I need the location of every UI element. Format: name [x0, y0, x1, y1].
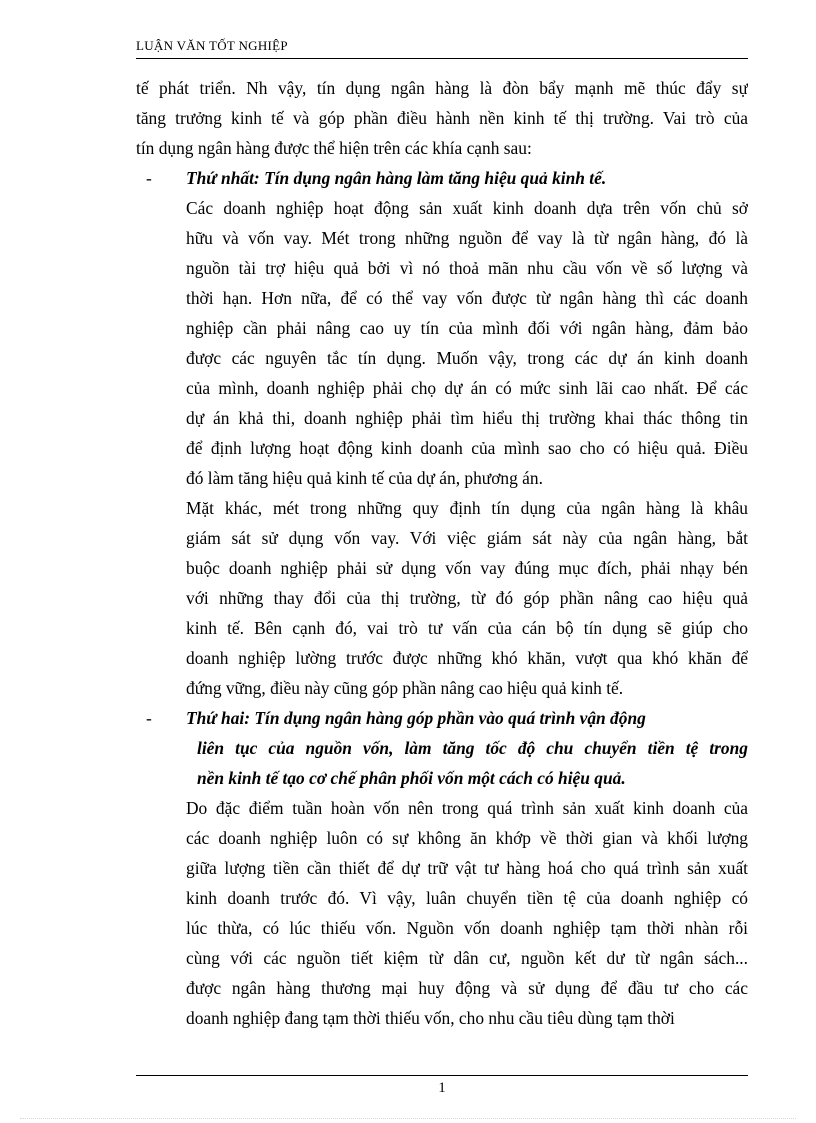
- paragraph-line: doanh nghiệp đang tạm thời thiếu vốn, cho nhu cầu tiêu dùng tạm thời: [186, 1008, 675, 1028]
- paragraph-line: hữu và vốn vay. Mét trong những nguồn để vay là từ ngân hàng, đó là: [186, 228, 748, 248]
- page-number: 1: [438, 1080, 446, 1096]
- paragraph-line: nghiệp cần phải nâng cao uy tín của mình đối với ngân hàng, đảm bảo: [186, 318, 748, 338]
- paragraph-line: nguồn tài trợ hiệu quả bởi vì nó thoả mãn nhu cầu vốn về số lượng và: [186, 258, 748, 278]
- section1-heading: [136, 163, 748, 193]
- header-rule: [136, 58, 748, 59]
- paragraph-line: lúc thừa, có lúc thiếu vốn. Nguồn vốn doanh nghiệp tạm thời nhàn rỗi: [186, 918, 748, 938]
- paragraph-line: đó làm tăng hiệu quả kinh tế của dự án, phương án.: [186, 468, 543, 488]
- paragraph-line: các doanh nghiệp luôn có sự không ăn khớp về thời gian và khối lượng: [186, 828, 748, 848]
- body-text: [136, 73, 748, 1033]
- section2-heading-text: Thứ hai: Tín dụng ngân hàng góp phần vào quá trình vận động: [186, 708, 646, 728]
- intro-line: tế phát triển. Nh vậy, tín dụng ngân hàng là đòn bẩy mạnh mẽ thúc đẩy sự: [136, 78, 748, 98]
- page-edge-divider: [20, 1118, 796, 1119]
- paragraph-line: đứng vững, điều này cũng góp phần nâng cao hiệu quả kinh tế.: [186, 678, 624, 698]
- intro-line: tín dụng ngân hàng được thể hiện trên các khía cạnh sau:: [136, 138, 532, 158]
- intro-line: tăng trưởng kinh tế và góp phần điều hành nền kinh tế thị trường. Vai trò của: [136, 108, 748, 128]
- paragraph-line: với những thay đổi của thị trường, từ đó góp phần nâng cao hiệu quả: [186, 588, 748, 608]
- section2-heading-line: liên tục của nguồn vốn, làm tăng tốc độ chu chuyển tiền tệ trong: [197, 738, 748, 758]
- paragraph-line: thời hạn. Hơn nữa, để có thể vay vốn được từ ngân hàng thì các doanh: [186, 288, 748, 308]
- footer-rule: [136, 1075, 748, 1076]
- paragraph-line: kinh doanh trước đó. Vì vậy, luân chuyển tiền tệ của doanh nghiệp có: [186, 888, 748, 908]
- paragraph-line: cùng với các nguồn tiết kiệm từ dân cư, nguồn kết dư từ ngân sách...: [186, 948, 748, 968]
- paragraph-line: được ngân hàng thương mại huy động và sử dụng để đầu tư cho các: [186, 978, 748, 998]
- paragraph-line: được các nguyên tắc tín dụng. Muốn vậy, trong các dự án kinh doanh: [186, 348, 748, 368]
- bullet-dash: -: [146, 708, 152, 728]
- section2-heading-line: nền kinh tế tạo cơ chế phân phối vốn một cách có hiệu quả.: [197, 768, 626, 788]
- paragraph-line: giữa lượng tiền cần thiết để dự trữ vật tư hàng hoá cho quá trình sản xuất: [186, 858, 748, 878]
- section2-heading: [136, 703, 748, 733]
- paragraph-line: để định lượng hoạt động kinh doanh của mình sao cho có hiệu quả. Điều: [186, 438, 748, 458]
- paragraph-line: dự án khả thi, doanh nghiệp phải tìm hiểu thị trường khai thác thông tin: [186, 408, 748, 428]
- section1-heading-text: Thứ nhất: Tín dụng ngân hàng làm tăng hiệu quả kinh tế.: [186, 168, 607, 188]
- running-header: LUẬN VĂN TỐT NGHIỆP: [136, 38, 288, 53]
- paragraph-line: Do đặc điểm tuần hoàn vốn nên trong quá trình sản xuất kinh doanh của: [186, 798, 748, 818]
- paragraph-line: kinh tế. Bên cạnh đó, vai trò tư vấn của cán bộ tín dụng sẽ giúp cho: [186, 618, 748, 638]
- paragraph-line: Các doanh nghiệp hoạt động sản xuất kinh doanh dựa trên vốn chủ sở: [186, 198, 748, 218]
- paragraph-line: Mặt khác, mét trong những quy định tín dụng của ngân hàng là khâu: [186, 498, 748, 518]
- paragraph-line: của mình, doanh nghiệp phải chọ dự án có mức sinh lãi cao nhất. Để các: [186, 378, 748, 398]
- paragraph-line: giám sát sử dụng vốn vay. Với việc giám sát này của ngân hàng, bắt: [186, 528, 748, 548]
- bullet-dash: -: [146, 168, 152, 188]
- paragraph-line: buộc doanh nghiệp phải sử dụng vốn vay đúng mục đích, phải nhạy bén: [186, 558, 748, 578]
- paragraph-line: doanh nghiệp lường trước được những khó khăn, vượt qua khó khăn để: [186, 648, 748, 668]
